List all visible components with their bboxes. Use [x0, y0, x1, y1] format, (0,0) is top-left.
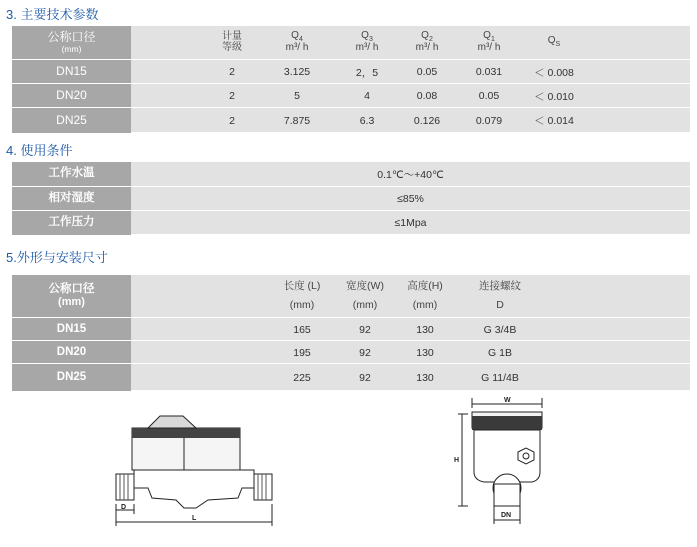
thread-cell: G 3/4B	[483, 323, 517, 336]
height-cell: 130	[416, 346, 434, 359]
q3-subscript: 3	[368, 36, 373, 44]
table-row	[12, 210, 690, 235]
header-label: 公称口径	[48, 283, 95, 296]
q4-symbol: Q	[291, 30, 299, 42]
length-header-unit: (mm)	[289, 299, 315, 311]
q4-cell: 3.125	[283, 66, 311, 78]
q3-symbol: Q	[361, 30, 369, 42]
grade-cell: 2	[229, 66, 235, 78]
condition-value: 0.1℃～+40℃	[377, 168, 444, 181]
q2-unit: m³/ h	[415, 42, 439, 54]
width-header-name: 宽度(W)	[346, 280, 384, 293]
qs-subscript: S	[555, 41, 561, 49]
width-cell: 92	[359, 371, 371, 384]
qs-header	[514, 26, 594, 59]
q1-cell: 0.05	[478, 90, 500, 102]
dimension-l-label: L	[192, 515, 197, 522]
grade-header-line1: 计量	[222, 31, 242, 42]
q2-cell: 0.126	[413, 114, 441, 127]
section-3-title: 3. 主要技术参数	[6, 7, 99, 22]
header-label-cell	[12, 26, 131, 59]
q4-header	[262, 26, 332, 59]
dimension-h-label: H	[454, 457, 460, 464]
dimension-d-label: D	[121, 504, 127, 511]
width-header-unit: (mm)	[352, 299, 378, 311]
meter-side-view-drawing	[108, 408, 273, 536]
dimension-w-label: W	[504, 397, 511, 404]
section-4-title: 4. 使用条件	[6, 143, 73, 158]
dn-cell: DN15	[12, 318, 131, 341]
q1-cell: 0.031	[475, 66, 503, 78]
q3-cell: 4	[364, 90, 370, 102]
condition-value: ≤85%	[397, 193, 424, 205]
grade-header	[192, 26, 272, 59]
header-label-unit: (mm)	[58, 296, 85, 309]
condition-label: 工作压力	[12, 211, 131, 235]
header-label: 公称口径	[47, 29, 96, 44]
tech-params-table	[12, 26, 690, 132]
condition-label: 工作水温	[12, 162, 131, 186]
q3-cell: 6.3	[359, 114, 375, 127]
thread-cell: G 11/4B	[481, 371, 519, 384]
length-cell: 225	[293, 371, 311, 384]
q4-subscript: 4	[298, 36, 303, 44]
thread-cell: G 1B	[488, 346, 512, 359]
q1-cell: 0.079	[475, 114, 503, 127]
qs-cell: ＜ 0.014	[534, 115, 574, 127]
q2-cell: 0.05	[416, 66, 438, 78]
table-row	[12, 186, 690, 211]
table-header-row	[12, 275, 690, 317]
dn-cell: DN20	[12, 84, 131, 108]
length-cell: 165	[293, 323, 311, 336]
table-row	[12, 59, 690, 84]
length-cell: 195	[293, 346, 311, 359]
header-label-unit: (mm)	[61, 43, 82, 54]
thread-header-name: 连接螺纹	[479, 280, 521, 293]
width-cell: 92	[359, 323, 371, 336]
q2-cell: 0.08	[416, 90, 438, 102]
qs-cell: ＜ 0.010	[534, 90, 574, 103]
q4-cell: 5	[294, 90, 300, 102]
dn-cell: DN15	[12, 60, 131, 84]
qs-symbol: Q	[547, 35, 556, 47]
q3-unit: m³/ h	[355, 42, 379, 54]
grade-cell: 2	[229, 114, 235, 127]
height-cell: 130	[416, 371, 434, 384]
conditions-table	[12, 162, 690, 234]
dn-cell: DN25	[12, 364, 131, 391]
table-row	[12, 107, 690, 133]
meter-front-view-drawing	[452, 394, 562, 534]
table-row	[12, 317, 690, 341]
q2-header	[392, 26, 462, 59]
condition-value: ≤1Mpa	[394, 217, 427, 229]
q1-symbol: Q	[483, 30, 491, 42]
dn-cell: DN25	[12, 108, 131, 133]
dimensions-table	[12, 275, 690, 390]
height-header-name: 高度(H)	[407, 280, 443, 293]
header-label-cell	[12, 275, 131, 317]
condition-label: 相对湿度	[12, 187, 131, 211]
table-row	[12, 83, 690, 108]
height-cell: 130	[416, 323, 434, 336]
table-row	[12, 162, 690, 186]
thread-header	[460, 275, 540, 317]
grade-header-line2: 等级	[222, 41, 242, 53]
table-row	[12, 340, 690, 364]
q2-subscript: 2	[428, 36, 433, 44]
q4-cell: 7.875	[283, 114, 311, 127]
length-header	[267, 275, 337, 317]
q2-symbol: Q	[421, 30, 429, 42]
dimension-dn-label: DN	[501, 512, 512, 519]
grade-cell: 2	[229, 90, 235, 102]
thread-header-unit: D	[496, 299, 504, 311]
section-5-title: 5.外形与安装尺寸	[6, 250, 108, 265]
length-header-name: 长度 (L)	[283, 280, 321, 293]
dn-cell: DN20	[12, 341, 131, 364]
q1-subscript: 1	[490, 36, 495, 44]
qs-cell: ＜ 0.008	[534, 66, 574, 79]
width-cell: 92	[359, 346, 371, 359]
height-header-unit: (mm)	[412, 299, 438, 311]
q4-unit: m³/ h	[285, 42, 309, 54]
q3-cell: 2，5	[355, 66, 379, 79]
table-row	[12, 363, 690, 391]
height-header	[390, 275, 460, 317]
q1-unit: m³/ h	[477, 42, 501, 54]
table-header-row	[12, 26, 690, 59]
